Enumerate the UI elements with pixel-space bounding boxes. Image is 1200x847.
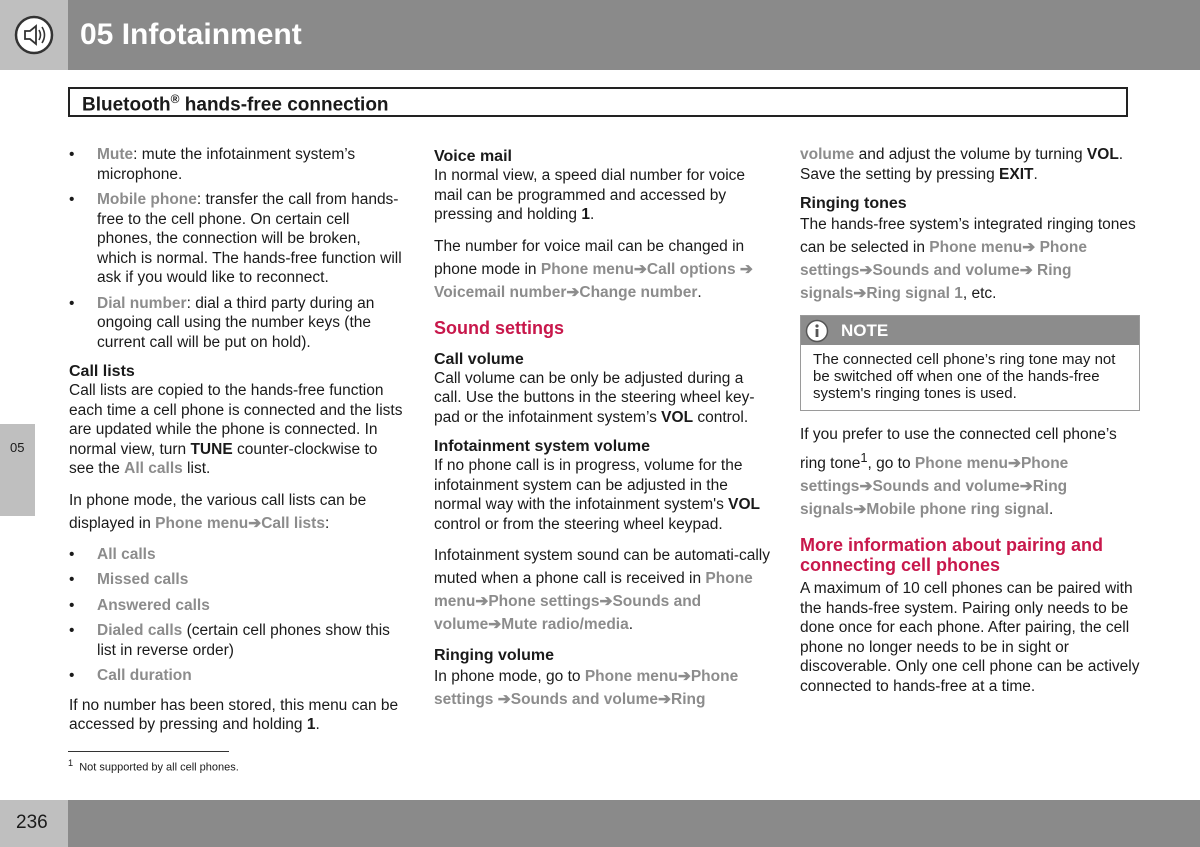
speaker-icon bbox=[14, 15, 54, 55]
footer-bar bbox=[68, 800, 1200, 847]
no-number-paragraph: If no number has been stored, this menu can be accessed by pressing and holding 1. bbox=[69, 696, 399, 733]
list-item: • Missed calls bbox=[69, 570, 404, 590]
page-number-box bbox=[0, 800, 68, 847]
call-lists-paragraph: Call lists are copied to the hands-free function each time a cell phone is connected and the lists are updated while the phone is connected. In normal view, turn TUNE counter-clockwise to see the All calls list. bbox=[69, 382, 403, 477]
arrow-right-icon: ➔ bbox=[853, 501, 867, 519]
arrow-right-icon: ➔ bbox=[633, 260, 647, 278]
call-lists-heading: Call lists bbox=[69, 363, 135, 380]
arrow-right-icon: ➔ bbox=[488, 616, 502, 633]
more-info-heading: More information about pairing and connecting cell phones bbox=[800, 535, 1103, 576]
call-lists-list bbox=[69, 545, 404, 686]
chapter-title: 05 Infotainment bbox=[80, 18, 302, 51]
voice-mail-heading: Voice mail bbox=[434, 148, 512, 165]
arrow-right-icon: ➔ bbox=[853, 285, 867, 302]
arrow-right-icon: ➔ bbox=[739, 260, 753, 278]
list-item: • Answered calls bbox=[69, 596, 404, 616]
note-label: NOTE bbox=[841, 321, 889, 340]
infotainment-volume-heading: Infotainment system volume bbox=[434, 438, 651, 455]
arrow-right-icon: ➔ bbox=[1019, 478, 1033, 496]
note-header bbox=[801, 316, 1139, 345]
call-lists-path-paragraph: In phone mode, the various call lists can be displayed in Phone menu➔Call lists: bbox=[69, 491, 367, 532]
note-box bbox=[800, 315, 1140, 411]
column-2 bbox=[434, 145, 770, 721]
ringing-tones-paragraph: The hands-free system’s integrated ringing tones can be selected in Phone menu➔ Phone settings➔Sounds and volume➔ Ring signals➔Ring signal 1, etc. bbox=[800, 216, 1136, 302]
note-text: The connected cell phone’s ring tone may not be switched off when one of the hands-free system's ringing tones is used. bbox=[813, 351, 1116, 402]
arrow-right-icon: ➔ bbox=[475, 593, 489, 610]
column-1 bbox=[69, 145, 404, 745]
call-volume-paragraph: Call volume can be only be adjusted during a call. Use the buttons in the steering wheel key-pad or the infotainment system’s VOL control. bbox=[434, 369, 755, 426]
section-title-box bbox=[68, 87, 1128, 117]
info-icon bbox=[805, 319, 829, 343]
arrow-right-icon: ➔ bbox=[1007, 455, 1021, 473]
arrow-right-icon: ➔ bbox=[1022, 239, 1036, 256]
arrow-right-icon: ➔ bbox=[1019, 262, 1033, 279]
list-item: • Call duration bbox=[69, 666, 404, 686]
chapter-icon-box bbox=[0, 0, 68, 70]
arrow-right-icon: ➔ bbox=[859, 262, 873, 279]
arrow-right-icon: ➔ bbox=[859, 478, 873, 496]
auto-mute-paragraph: Infotainment system sound can be automati-cally muted when a phone call is received in Phone menu➔Phone settings➔Sounds and volume➔Mute radio/media. bbox=[434, 547, 771, 633]
column-3 bbox=[800, 145, 1140, 706]
side-tab-label: 05 bbox=[10, 440, 25, 455]
arrow-right-icon: ➔ bbox=[248, 514, 262, 532]
arrow-right-icon: ➔ bbox=[658, 691, 672, 708]
ringing-volume-continued: volume and adjust the volume by turning VOL. Save the setting by pressing EXIT. bbox=[800, 146, 1124, 183]
call-volume-heading: Call volume bbox=[434, 350, 524, 368]
voice-mail-paragraph: In normal view, a speed dial number for voice mail can be programmed and accessed by pressing and holding 1. bbox=[434, 167, 746, 223]
infotainment-volume-paragraph: If no phone call is in progress, volume for the infotainment system can be adjusted in the normal way with the infotainment system's VOL control or from the steering wheel keypad. bbox=[434, 457, 761, 533]
list-item: • Mute: mute the infotainment system’s microphone. bbox=[69, 145, 404, 184]
list-item: • All calls bbox=[69, 545, 404, 565]
list-item: • Dial number: dial a third party during an ongoing call using the number keys (the current call will be put on hold). bbox=[69, 294, 404, 353]
footnote-rule bbox=[68, 751, 229, 752]
chapter-header-bar bbox=[68, 0, 1200, 70]
list-item: • Mobile phone: transfer the call from hands-free to the cell phone. On certain cell phones, the connection will be broken, which is normal. The hands-free function will ask if you would like to reconnect. bbox=[69, 190, 404, 288]
arrow-right-icon: ➔ bbox=[599, 593, 613, 610]
arrow-right-icon: ➔ bbox=[497, 691, 511, 708]
call-options-list bbox=[69, 145, 404, 352]
section-title: Bluetooth® hands-free connection bbox=[82, 92, 389, 116]
voice-mail-path-paragraph: The number for voice mail can be changed in phone mode in Phone menu➔Call options ➔ Voicemail number➔Change number. bbox=[434, 237, 753, 301]
arrow-right-icon: ➔ bbox=[566, 283, 580, 301]
ringing-volume-paragraph: In phone mode, go to Phone menu➔Phone settings ➔Sounds and volume➔Ring bbox=[434, 668, 739, 708]
footnote: $^1$ Not supported by all cell phones. bbox=[68, 758, 239, 774]
ringing-volume-heading: Ringing volume bbox=[434, 647, 554, 664]
arrow-right-icon: ➔ bbox=[677, 668, 691, 685]
page-number: 236 bbox=[16, 812, 48, 833]
prefer-phone-ringtone-paragraph: If you prefer to use the connected cell phone’s ring tone$^1$, go to Phone menu➔Phone settings➔Sounds and volume➔Ring signals➔Mobile phone ring signal. bbox=[800, 426, 1117, 519]
chapter-side-tab bbox=[0, 424, 35, 516]
ringing-tones-heading: Ringing tones bbox=[800, 195, 907, 212]
list-item: • Dialed calls (certain cell phones show this list in reverse order) bbox=[69, 621, 404, 660]
sound-settings-heading: Sound settings bbox=[434, 317, 564, 338]
more-info-paragraph: A maximum of 10 cell phones can be paired with the hands-free system. Pairing only needs to be done once for each phone. After pairing, the cell phone no longer needs to be in sight or discoverable. Only one cell phone can be actively connected to hands-free at a time. bbox=[800, 580, 1140, 695]
